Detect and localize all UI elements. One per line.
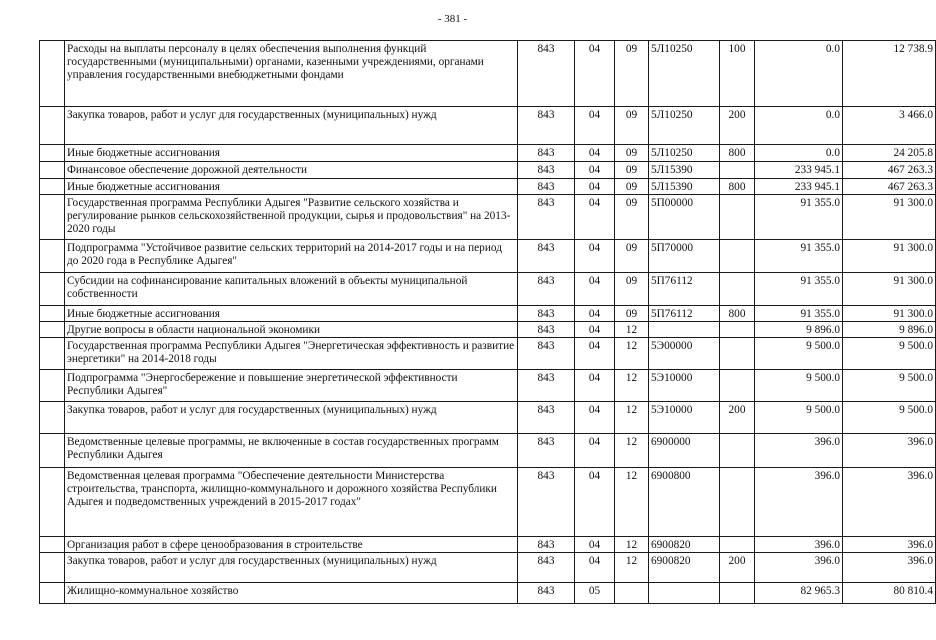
row-name-cell: Закупка товаров, работ и услуг для государственных (муниципальных) нужд	[65, 553, 518, 583]
row-subsection-cell: 12	[615, 402, 649, 434]
row-blank-cell	[40, 434, 65, 468]
row-sum-2017-cell: 91 300.0	[843, 240, 936, 273]
row-ved-cell: 843	[518, 338, 575, 370]
row-section-cell: 04	[575, 338, 615, 370]
row-sum-2017-cell: 91 300.0	[843, 195, 936, 240]
row-section-cell: 04	[575, 402, 615, 434]
row-expense-type-cell	[720, 273, 755, 306]
row-subsection-cell: 09	[615, 41, 649, 107]
row-blank-cell	[40, 195, 65, 240]
row-expense-type-cell: 800	[720, 145, 755, 162]
row-target-code-cell: 5П00000	[649, 195, 720, 240]
row-expense-type-cell: 200	[720, 553, 755, 583]
row-name-cell: Подпрограмма "Устойчивое развитие сельских территорий на 2014-2017 годы и на период до 2020 года в Республике Адыгея"	[65, 240, 518, 273]
row-blank-cell	[40, 338, 65, 370]
row-name-cell: Расходы на выплаты персоналу в целях обеспечения выполнения функций государственными (муниципальными) органами, казенными учреждениями, органами управления государственными внебюджетными фондами	[65, 41, 518, 107]
row-subsection-cell: 09	[615, 306, 649, 322]
row-expense-type-cell	[720, 583, 755, 604]
row-expense-type-cell	[720, 537, 755, 553]
row-ved-cell: 843	[518, 537, 575, 553]
table-row	[40, 434, 936, 468]
row-blank-cell	[40, 322, 65, 338]
row-ved-cell: 843	[518, 41, 575, 107]
row-expense-type-cell	[720, 240, 755, 273]
row-name-cell: Закупка товаров, работ и услуг для государственных (муниципальных) нужд	[65, 107, 518, 145]
row-sum-2017-cell: 3 466.0	[843, 107, 936, 145]
page-number: - 381 -	[437, 13, 468, 25]
row-blank-cell	[40, 145, 65, 162]
row-sum-2016-cell: 0.0	[755, 107, 843, 145]
table-row	[40, 240, 936, 273]
row-name-cell: Другие вопросы в области национальной экономики	[65, 322, 518, 338]
row-target-code-cell: 6900000	[649, 434, 720, 468]
row-expense-type-cell: 100	[720, 41, 755, 107]
row-target-code-cell: 5Э00000	[649, 338, 720, 370]
row-sum-2016-cell: 233 945.1	[755, 162, 843, 179]
row-ved-cell: 843	[518, 240, 575, 273]
table-row	[40, 162, 936, 179]
row-sum-2016-cell: 91 355.0	[755, 273, 843, 306]
row-section-cell: 04	[575, 195, 615, 240]
row-ved-cell: 843	[518, 162, 575, 179]
row-section-cell: 04	[575, 179, 615, 195]
table-row	[40, 537, 936, 553]
row-expense-type-cell: 200	[720, 402, 755, 434]
row-subsection-cell: 09	[615, 240, 649, 273]
row-sum-2017-cell: 396.0	[843, 537, 936, 553]
row-subsection-cell: 12	[615, 468, 649, 537]
row-name-cell: Государственная программа Республики Адыгея "Развитие сельского хозяйства и регулирование рынков сельскохозяйственной продукции, сырья и продовольствия" на 2013-2020 годы	[65, 195, 518, 240]
row-ved-cell: 843	[518, 195, 575, 240]
row-blank-cell	[40, 41, 65, 107]
row-name-cell: Государственная программа Республики Адыгея "Энергетическая эффективность и развитие энергетики" на 2014-2018 годы	[65, 338, 518, 370]
row-target-code-cell: 6900820	[649, 537, 720, 553]
row-name-cell: Субсидии на софинансирование капитальных вложений в объекты муниципальной собственности	[65, 273, 518, 306]
row-sum-2016-cell: 396.0	[755, 537, 843, 553]
row-expense-type-cell	[720, 370, 755, 402]
table-row	[40, 145, 936, 162]
row-expense-type-cell	[720, 338, 755, 370]
row-sum-2017-cell: 9 500.0	[843, 370, 936, 402]
row-sum-2017-cell: 467 263.3	[843, 162, 936, 179]
row-section-cell: 04	[575, 553, 615, 583]
row-name-cell: Закупка товаров, работ и услуг для государственных (муниципальных) нужд	[65, 402, 518, 434]
table-row	[40, 553, 936, 583]
table-row	[40, 179, 936, 195]
table-row	[40, 195, 936, 240]
row-subsection-cell: 09	[615, 162, 649, 179]
row-ved-cell: 843	[518, 107, 575, 145]
table-row	[40, 322, 936, 338]
row-ved-cell: 843	[518, 553, 575, 583]
row-sum-2016-cell: 396.0	[755, 434, 843, 468]
table-row	[40, 273, 936, 306]
row-section-cell: 04	[575, 240, 615, 273]
row-target-code-cell: 5Э10000	[649, 402, 720, 434]
row-name-cell: Иные бюджетные ассигнования	[65, 306, 518, 322]
row-blank-cell	[40, 273, 65, 306]
row-sum-2016-cell: 82 965.3	[755, 583, 843, 604]
row-sum-2016-cell: 91 355.0	[755, 195, 843, 240]
row-section-cell: 04	[575, 322, 615, 338]
row-ved-cell: 843	[518, 306, 575, 322]
row-ved-cell: 843	[518, 402, 575, 434]
table-row	[40, 41, 936, 107]
row-sum-2016-cell: 9 500.0	[755, 402, 843, 434]
row-target-code-cell: 5Л10250	[649, 107, 720, 145]
row-sum-2017-cell: 91 300.0	[843, 306, 936, 322]
row-section-cell: 04	[575, 107, 615, 145]
row-subsection-cell: 12	[615, 370, 649, 402]
row-blank-cell	[40, 370, 65, 402]
row-sum-2016-cell: 396.0	[755, 468, 843, 537]
row-section-cell: 04	[575, 162, 615, 179]
table-row	[40, 468, 936, 537]
row-target-code-cell: 5Э10000	[649, 370, 720, 402]
row-section-cell: 04	[575, 306, 615, 322]
row-name-cell: Организация работ в сфере ценообразования в строительстве	[65, 537, 518, 553]
row-subsection-cell	[615, 583, 649, 604]
row-sum-2016-cell: 91 355.0	[755, 306, 843, 322]
row-target-code-cell: 5Л10250	[649, 145, 720, 162]
row-section-cell: 05	[575, 583, 615, 604]
row-blank-cell	[40, 402, 65, 434]
row-sum-2017-cell: 396.0	[843, 553, 936, 583]
row-subsection-cell: 09	[615, 195, 649, 240]
row-target-code-cell	[649, 583, 720, 604]
row-blank-cell	[40, 240, 65, 273]
row-target-code-cell: 5П70000	[649, 240, 720, 273]
row-target-code-cell: 5Л10250	[649, 41, 720, 107]
row-subsection-cell: 09	[615, 179, 649, 195]
row-sum-2017-cell: 9 500.0	[843, 402, 936, 434]
row-name-cell: Иные бюджетные ассигнования	[65, 145, 518, 162]
row-sum-2016-cell: 0.0	[755, 145, 843, 162]
row-blank-cell	[40, 583, 65, 604]
row-blank-cell	[40, 107, 65, 145]
row-sum-2016-cell: 9 500.0	[755, 338, 843, 370]
budget-table	[39, 40, 936, 604]
row-target-code-cell: 5П76112	[649, 273, 720, 306]
row-ved-cell: 843	[518, 179, 575, 195]
row-sum-2016-cell: 9 896.0	[755, 322, 843, 338]
row-expense-type-cell: 800	[720, 306, 755, 322]
table-row	[40, 583, 936, 604]
row-subsection-cell: 09	[615, 145, 649, 162]
row-sum-2017-cell: 467 263.3	[843, 179, 936, 195]
row-expense-type-cell	[720, 195, 755, 240]
row-blank-cell	[40, 468, 65, 537]
row-blank-cell	[40, 537, 65, 553]
row-sum-2016-cell: 91 355.0	[755, 240, 843, 273]
row-section-cell: 04	[575, 145, 615, 162]
row-section-cell: 04	[575, 41, 615, 107]
row-name-cell: Иные бюджетные ассигнования	[65, 179, 518, 195]
table-row	[40, 306, 936, 322]
table-row	[40, 107, 936, 145]
row-ved-cell: 843	[518, 434, 575, 468]
row-sum-2016-cell: 0.0	[755, 41, 843, 107]
row-sum-2017-cell: 396.0	[843, 468, 936, 537]
table-row	[40, 338, 936, 370]
row-blank-cell	[40, 553, 65, 583]
row-sum-2017-cell: 9 896.0	[843, 322, 936, 338]
table-row	[40, 402, 936, 434]
row-name-cell: Жилищно-коммунальное хозяйство	[65, 583, 518, 604]
row-ved-cell: 843	[518, 322, 575, 338]
row-ved-cell: 843	[518, 468, 575, 537]
row-target-code-cell: 6900800	[649, 468, 720, 537]
row-section-cell: 04	[575, 370, 615, 402]
row-blank-cell	[40, 179, 65, 195]
row-subsection-cell: 09	[615, 107, 649, 145]
row-sum-2016-cell: 9 500.0	[755, 370, 843, 402]
row-target-code-cell: 5Л15390	[649, 179, 720, 195]
row-sum-2016-cell: 396.0	[755, 553, 843, 583]
row-sum-2017-cell: 91 300.0	[843, 273, 936, 306]
row-ved-cell: 843	[518, 273, 575, 306]
row-sum-2017-cell: 9 500.0	[843, 338, 936, 370]
table-row	[40, 370, 936, 402]
row-subsection-cell: 12	[615, 537, 649, 553]
row-ved-cell: 843	[518, 145, 575, 162]
row-expense-type-cell	[720, 322, 755, 338]
row-name-cell: Ведомственная целевая программа "Обеспечение деятельности Министерства строительства, транспорта, жилищно-коммунального и дорожного хозяйства Республики Адыгея и подведомственных учреждений в 2015-2017 годах"	[65, 468, 518, 537]
row-expense-type-cell: 800	[720, 179, 755, 195]
row-sum-2017-cell: 24 205.8	[843, 145, 936, 162]
row-blank-cell	[40, 306, 65, 322]
row-expense-type-cell: 200	[720, 107, 755, 145]
row-target-code-cell: 5Л15390	[649, 162, 720, 179]
row-target-code-cell	[649, 322, 720, 338]
row-section-cell: 04	[575, 434, 615, 468]
row-sum-2016-cell: 233 945.1	[755, 179, 843, 195]
row-expense-type-cell	[720, 162, 755, 179]
row-section-cell: 04	[575, 537, 615, 553]
row-target-code-cell: 6900820	[649, 553, 720, 583]
row-name-cell: Ведомственные целевые программы, не включенные в состав государственных программ Республики Адыгея	[65, 434, 518, 468]
row-expense-type-cell	[720, 468, 755, 537]
row-expense-type-cell	[720, 434, 755, 468]
row-blank-cell	[40, 162, 65, 179]
row-sum-2017-cell: 396.0	[843, 434, 936, 468]
row-section-cell: 04	[575, 273, 615, 306]
row-ved-cell: 843	[518, 583, 575, 604]
row-sum-2017-cell: 12 738.9	[843, 41, 936, 107]
row-subsection-cell: 12	[615, 553, 649, 583]
row-target-code-cell: 5П76112	[649, 306, 720, 322]
row-subsection-cell: 12	[615, 338, 649, 370]
row-subsection-cell: 09	[615, 273, 649, 306]
row-name-cell: Финансовое обеспечение дорожной деятельности	[65, 162, 518, 179]
row-subsection-cell: 12	[615, 434, 649, 468]
row-ved-cell: 843	[518, 370, 575, 402]
row-sum-2017-cell: 80 810.4	[843, 583, 936, 604]
row-subsection-cell: 12	[615, 322, 649, 338]
row-section-cell: 04	[575, 468, 615, 537]
row-name-cell: Подпрограмма "Энергосбережение и повышение энергетической эффективности Республики Адыгея"	[65, 370, 518, 402]
